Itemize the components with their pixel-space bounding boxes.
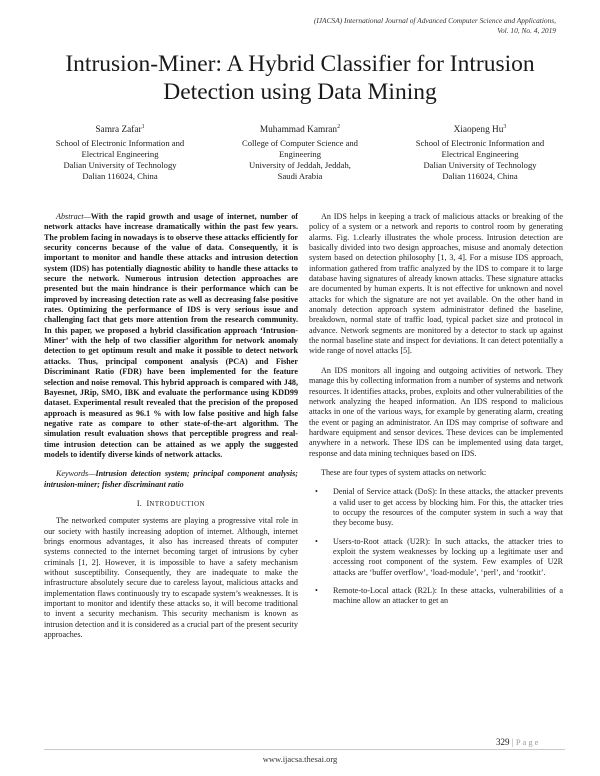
author-2 (212, 121, 388, 182)
author-2-affil-1: College of Computer Science and (242, 138, 358, 149)
paper-title (30, 50, 570, 106)
author-2-name: Muhammad Kamran (259, 125, 338, 136)
body-paragraph-1: An IDS helps in keeping a track of malicious attacks or breaking of the policy of a system or a network and reports to control room by generating alarms. Fig. 1.clearly illustrates the whole process. Intrusion detection are basically divided into two design approaches, misuse and anomaly detection system based on detection philosophy [1, 3, 4]. For a misuse IDS approach, information gathered from traffic analyzed by the IDS to compare it to large database having signatures of already known attacks. These signature attacks are documented by human experts. It is not effective for unknown and novel attacks for which the signature are not yet available. On the other hand in anomaly detection approach system administrator defined the baseline, breakdown, normal state of traffic load, typical packet size and protocol in advance. Network segments are monitored by a detector to stack up against the normal baseline state and inspect for deviations. It can detect potentially a wide range of novel attacks [5]. (309, 212, 563, 356)
author-1-affil-4: Dalian 116024, China (82, 171, 158, 182)
author-2-affil-4: Saudi Arabia (277, 171, 323, 182)
journal-line-1: (IJACSA) International Journal of Advanced Computer Science and Applications, (313, 16, 556, 25)
author-3-affil-2: Electrical Engineering (441, 149, 519, 160)
page-separator: | (511, 737, 514, 747)
title-line-1: Intrusion-Miner: A Hybrid Classifier for Intrusion (65, 51, 535, 77)
intro-paragraph-1: The networked computer systems are playing a progressive vital role in our society with hastily increasing adoption of internet. Although, internet brings enormous advantages, it also has increased threats of computer systems connected to the internet becoming target of intrusions by cyber criminals [1, 2]. However, it is impossible to have a safety mechanism without susceptibility. Consequently, they are inadequate to make the infrastructure absolutely secure due to careless layout, malicious attacks and implementation flaws continuously try to escapade system’s weaknesses. It is important to monitor and identify these attacks so, it will become traditional to invent a security mechanism. This security mechanism is known as intrusion detection and it is considered as a crucial part of the present security approaches. (44, 516, 298, 640)
journal-header (216, 16, 556, 36)
footer-divider (44, 749, 565, 750)
section-rest: NTRODUCTION (149, 500, 206, 508)
attack-dos: Denial of Service attack (DoS): In these attacks, the attacker prevents a valid user to get access by blocking him. For this, the attacker tries to occupy the resources of the computer system in such a way that they become busy. (333, 487, 563, 528)
author-1 (30, 121, 210, 182)
attack-list (309, 487, 563, 606)
left-column (44, 212, 298, 649)
bullet-icon: • (315, 536, 318, 546)
bullet-icon: • (315, 487, 318, 497)
author-1-name: Samra Zafar (95, 125, 142, 136)
body-paragraph-2: An IDS monitors all ingoing and outgoing activities of network. They manage this by collecting information from a number of systems and network resources. It identifies attacks, probes, exploits and other vulnerabilities of the network analyzing the heaped information. An IDS respond to malicious attacks in one of the various ways, for example by generating alarm, creating the event or paging an administrator. An IDS may comprise of software and hardware equipment and sensor devices. These devices can be implemented anywhere in a network. These IDS can be implemented using data target, response and data mining techniques based on IDS. (309, 365, 563, 458)
body-paragraph-3: These are four types of system attacks on network: (321, 467, 487, 477)
author-3-affil-4: Dalian 116024, China (442, 171, 518, 182)
keywords-text: Intrusion detection system; principal component analysis; intrusion-miner; fisher discriminant ratio (44, 469, 298, 489)
author-3 (390, 121, 570, 182)
author-block (30, 121, 570, 191)
author-3-affil-1: School of Electronic Information and (415, 138, 545, 149)
keywords (44, 469, 298, 490)
abstract-label: Abstract— (56, 212, 91, 221)
author-1-sup: 1 (141, 124, 145, 130)
page-label: Page (515, 737, 541, 747)
abstract (44, 212, 298, 460)
author-3-name: Xiaopeng Hu (453, 125, 504, 136)
bullet-icon: • (315, 586, 318, 595)
author-1-affil-3: Dalian University of Technology (63, 160, 177, 171)
author-2-affil-2: Engineering (279, 149, 321, 160)
author-1-affil-1: School of Electronic Information and (55, 138, 185, 149)
keywords-label: Keywords— (56, 469, 96, 479)
section-first-letter: I (146, 498, 150, 508)
page-number-block (496, 737, 540, 747)
author-1-affil-2: Electrical Engineering (81, 149, 159, 160)
title-line-2: Detection using Data Mining (163, 79, 437, 105)
right-column (309, 212, 563, 615)
list-item (309, 537, 563, 578)
author-2-affil-3: University of Jeddah, Jeddah, (249, 160, 351, 171)
author-3-sup: 3 (503, 124, 507, 130)
list-item (309, 487, 563, 528)
footer-url[interactable]: www.ijacsa.thesai.org (262, 754, 338, 764)
author-3-affil-3: Dalian University of Technology (423, 160, 537, 171)
abstract-text: With the rapid growth and usage of internet, number of network attacks have increase dramatically within the past few years. The problem facing in nowadays is to observe these attacks efficiently for security concerns because of the value of data. Consequently, it is important to monitor and handle these attacks and intrusion detection system (IDS) has potentially diagnostic ability to handle these attacks to secure the network. Numerous intrusion detection approaches are presented but the main hindrance is their performance which can be improved by increasing detection rate as well as decreasing false positive rates. Optimizing the performance of IDS is very serious issue and challenging fact that gets more attention from the research community. In this paper, we proposed a hybrid classification approach ‘Intrusion-Miner’ with the help of two classifier algorithm for network anomaly detection to get optimum result and make it possible to detect network attacks. Thus, principal component analysis (PCA) and Fisher Discriminant Ratio (FDR) have been implemented for the feature selection and noise removal. This hybrid approach is compared with J48, Bayesnet, JRip, SMO, IBK and evaluate the performance using KDD99 dataset. Experimental result revealed that the precision of the proposed approach is measured as 96.1 % with low false positive and high false negative rate as compare to other state-of-the-art algorithm. The simulation result evaluation shows that perceptible progress and real-time intrusion detection can be attained as we apply the suggested models to identify diverse kinds of network attacks. (44, 212, 298, 459)
list-item (309, 586, 563, 607)
section-numeral: I. (136, 498, 143, 508)
journal-line-2: Vol. 10, No. 4, 2019 (497, 26, 556, 35)
section-heading-introduction (44, 499, 298, 510)
attack-u2r: Users-to-Root attack (U2R): In such attacks, the attacker tries to exploit the system weaknesses by locking up a legitimate user and accessing root component of the system. Few examples of U2R attacks are ‘buffer overflow’, ‘load-module’, ‘perl’, and ‘rootkit’. (333, 536, 563, 577)
page-number: 329 (496, 737, 510, 747)
attack-r2l: Remote-to-Local attack (R2L): In these attacks, vulnerabilities of a machine allow an attacker to get an (333, 586, 563, 606)
author-2-sup: 2 (337, 124, 341, 130)
